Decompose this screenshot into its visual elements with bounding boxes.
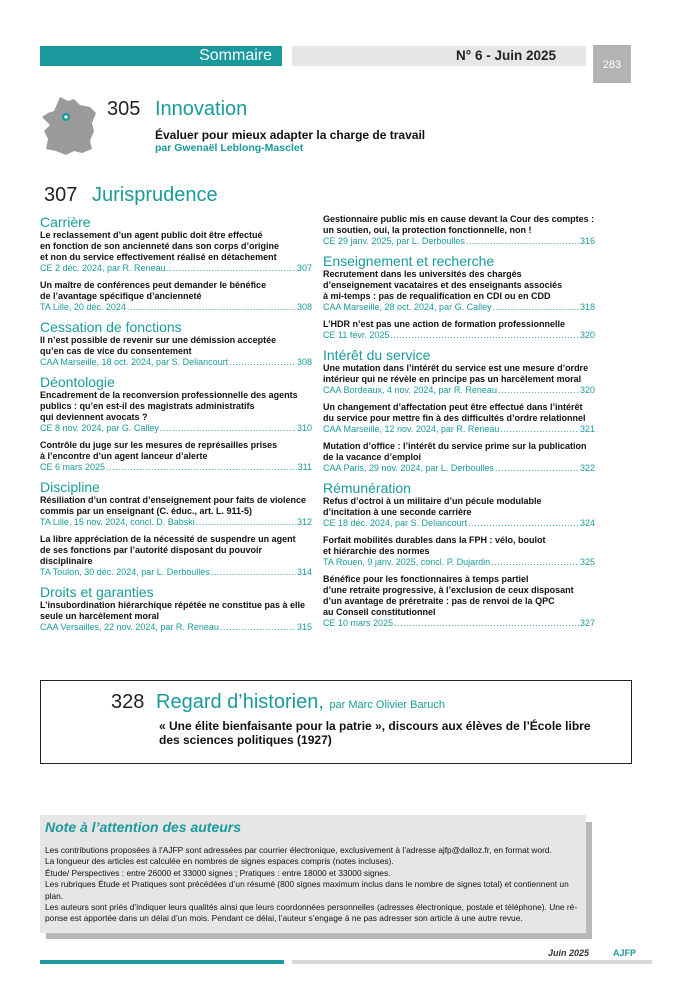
toc-entry-title bbox=[40, 335, 312, 357]
toc-entry-line: qui deviennent avocats ? bbox=[40, 412, 148, 422]
footer-date: Juin 2025 bbox=[548, 948, 590, 958]
toc-entry[interactable] bbox=[323, 441, 595, 474]
toc-entry-title bbox=[40, 534, 312, 567]
leader-dots bbox=[211, 567, 296, 578]
toc-entry-line: d’un avantage de préretraite : pas de renvoi de la QPC bbox=[323, 596, 555, 606]
historien-title bbox=[156, 691, 445, 714]
historien-title-text: Regard d’historien, bbox=[156, 691, 324, 713]
toc-entry-page: 315 bbox=[296, 622, 312, 632]
toc-entry[interactable] bbox=[40, 495, 312, 528]
toc-entry-citation: CAA Bordeaux, 4 nov. 2024, par R. Reneau bbox=[323, 385, 497, 395]
toc-entry[interactable] bbox=[40, 230, 312, 274]
toc-entry-title bbox=[40, 600, 312, 622]
issue-number: N° 6 - Juin 2025 bbox=[456, 48, 556, 63]
toc-entry-line: Gestionnaire public mis en cause devant la Cour des comptes : bbox=[323, 214, 595, 224]
toc-entry-line: commis par un enseignant (C. éduc., art. L. 911-5) bbox=[40, 506, 253, 516]
toc-entry-line: Encadrement de la reconversion professionnelle des agents bbox=[40, 390, 298, 400]
toc-entry-title bbox=[323, 574, 595, 618]
toc-entry-citation: CE 11 févr. 2025 bbox=[323, 330, 390, 340]
historien-page-ref: 328 bbox=[111, 691, 145, 713]
toc-entry-title bbox=[40, 440, 312, 462]
note-shadow bbox=[586, 822, 592, 939]
footer-brand: AJFP bbox=[613, 948, 637, 958]
toc-entry-citation: CAA Versailles, 22 nov. 2024, par R. Reneau bbox=[40, 622, 219, 632]
toc-entry[interactable] bbox=[40, 534, 312, 578]
toc-entry-citation: CAA Marseille, 12 nov. 2024, par R. Reneau bbox=[323, 424, 500, 434]
toc-section-title: Cessation de fonctions bbox=[40, 319, 182, 335]
footer-rule bbox=[292, 960, 652, 964]
toc-entry-page: 327 bbox=[579, 618, 595, 628]
jurisprudence-page-ref: 307 bbox=[44, 184, 78, 206]
leader-dots bbox=[196, 517, 296, 528]
toc-section-title: Déontologie bbox=[40, 374, 115, 390]
leader-dots bbox=[394, 618, 579, 629]
toc-entry[interactable] bbox=[40, 440, 312, 473]
toc-entry-citation: TA Rouen, 9 janv. 2025, concl. P. Dujardin bbox=[323, 557, 491, 567]
toc-entry-line: à mi-temps : pas de requalification en CDI ou en CDD bbox=[323, 291, 551, 301]
issue-bar bbox=[292, 46, 586, 66]
toc-entry-line: Un maître de conférences peut demander le bénéfice bbox=[40, 280, 267, 290]
toc-entry-page: 310 bbox=[296, 423, 312, 433]
historien-subtitle: « Une élite bienfaisante pour la patrie », discours aux élèves de l’École libre des sciences politiques (1927) bbox=[159, 719, 591, 747]
toc-entry-line: Le reclassement d’un agent public doit être effectué bbox=[40, 230, 263, 240]
toc-entry-line: un soutien, oui, la protection fonctionnelle, non ! bbox=[323, 225, 532, 235]
leader-dots bbox=[106, 462, 297, 473]
toc-section-title: Droits et garanties bbox=[40, 584, 154, 600]
toc-entry-citation: CE 6 mars 2025 bbox=[40, 462, 106, 472]
toc-entry-page: 312 bbox=[296, 517, 312, 527]
toc-entry-title bbox=[323, 535, 595, 557]
page-number-box bbox=[593, 45, 631, 83]
toc-entry[interactable] bbox=[323, 402, 595, 435]
toc-entry-page: 322 bbox=[579, 463, 595, 473]
toc-entry[interactable] bbox=[40, 390, 312, 434]
innovation-author: par Gwenaël Leblong-Masclet bbox=[155, 142, 304, 154]
toc-entry-line: d’une retraite progressive, à l’exclusion de ceux disposant bbox=[323, 585, 574, 595]
section-header-bar bbox=[40, 46, 282, 66]
toc-entry-ref bbox=[40, 263, 312, 274]
toc-entry-citation: CAA Marseille, 28 oct. 2024, par G. Calley bbox=[323, 302, 492, 312]
toc-entry-line: Résiliation d’un contrat d’enseignement pour faits de violence bbox=[40, 495, 307, 505]
leader-dots bbox=[390, 330, 579, 341]
toc-entry-citation: CE 8 nov. 2024, par G. Calley bbox=[40, 423, 159, 433]
toc-entry[interactable] bbox=[323, 574, 595, 629]
toc-entry-citation: TA Toulon, 30 déc. 2024, par L. Derboulles bbox=[40, 567, 210, 577]
toc-entry-line: qu’en cas de vice du consentement bbox=[40, 346, 192, 356]
innovation-title: Innovation bbox=[155, 98, 248, 120]
france-map-icon bbox=[40, 95, 98, 157]
toc-entry-page: 316 bbox=[579, 236, 595, 246]
toc-entry-ref bbox=[40, 622, 312, 633]
toc-entry-ref bbox=[323, 330, 595, 341]
toc-entry-line: Bénéfice pour les fonctionnaires à temps partiel bbox=[323, 574, 529, 584]
leader-dots bbox=[495, 463, 579, 474]
toc-entry-line: publics : qu’en est-il des magistrats administratifs bbox=[40, 401, 255, 411]
note-line: Étude/ Perspectives : entre 26000 et 33000 signes ; Pratiques : entre 18000 et 33000 signes. bbox=[45, 867, 391, 878]
toc-entry-citation: CE 18 déc. 2024, par S. Deliancourt bbox=[323, 518, 468, 528]
toc-entry-citation: CE 10 mars 2025 bbox=[323, 618, 394, 628]
toc-entry[interactable] bbox=[40, 280, 312, 313]
toc-entry-line: Contrôle du juge sur les mesures de représailles prises bbox=[40, 440, 278, 450]
toc-entry-ref bbox=[323, 557, 595, 568]
note-line: Les auteurs sont priés d’indiquer leurs qualités ainsi que leurs coordonnées personnelles (adresses électronique, postale et téléphone). Une ré- bbox=[45, 902, 578, 913]
toc-entry-line: disciplinaire bbox=[40, 556, 93, 566]
leader-dots bbox=[493, 302, 579, 313]
toc-left-column bbox=[40, 214, 312, 639]
toc-entry-page: 324 bbox=[579, 518, 595, 528]
toc-entry[interactable] bbox=[323, 496, 595, 529]
toc-section-title: Intérêt du service bbox=[323, 347, 431, 363]
jurisprudence-title: Jurisprudence bbox=[92, 184, 218, 206]
toc-entry-title bbox=[323, 269, 595, 302]
toc-entry-page: 320 bbox=[579, 385, 595, 395]
leader-dots bbox=[229, 357, 296, 368]
toc-entry[interactable] bbox=[40, 600, 312, 633]
toc-entry-line: en fonction de son ancienneté dans son corps d’origine bbox=[40, 241, 280, 251]
toc-entry-line: du service pour mettre fin à des difficultés d’ordre relationnel bbox=[323, 413, 586, 423]
note-body bbox=[45, 845, 585, 925]
toc-entry-title bbox=[323, 496, 595, 518]
toc-entry-page: 308 bbox=[296, 357, 312, 367]
toc-entry-title bbox=[323, 214, 595, 236]
note-line: Les contributions proposées à l’AJFP sont adressées par courrier électronique, exclusivement à l’adresse ajfp@dalloz.fr, en format word. bbox=[45, 845, 552, 855]
leader-dots bbox=[466, 236, 579, 247]
toc-entry-title bbox=[40, 390, 312, 423]
toc-entry-ref bbox=[40, 462, 312, 473]
leader-dots bbox=[468, 518, 579, 529]
historien-box bbox=[40, 680, 632, 764]
toc-entry-line: Refus d’octroi à un militaire d’un pécule modulable bbox=[323, 496, 542, 506]
toc-entry-line: Forfait mobilités durables dans la FPH : vélo, boulot bbox=[323, 535, 546, 545]
toc-entry-title bbox=[323, 319, 595, 330]
toc-entry-title bbox=[323, 402, 595, 424]
innovation-subtitle: Évaluer pour mieux adapter la charge de travail bbox=[155, 128, 426, 142]
toc-section-title: Rémunération bbox=[323, 480, 411, 496]
toc-entry-line: La libre appréciation de la nécessité de suspendre un agent bbox=[40, 534, 296, 544]
toc-entry-title bbox=[323, 441, 595, 463]
footer-rule-accent bbox=[40, 960, 284, 964]
toc-entry-line: Recrutement dans les universités des chargés bbox=[323, 269, 522, 279]
toc-entry-ref bbox=[323, 302, 595, 313]
toc-entry-line: au Conseil constitutionnel bbox=[323, 607, 436, 617]
toc-entry-line: à l’encontre d’un agent lanceur d’alerte bbox=[40, 451, 208, 461]
toc-entry-title bbox=[40, 230, 312, 263]
toc-entry-ref bbox=[323, 236, 595, 247]
toc-entry-title bbox=[323, 363, 595, 385]
toc-entry-line: Mutation d’office : l’intérêt du service prime sur la publication bbox=[323, 441, 587, 451]
toc-entry-line: seule un harcèlement moral bbox=[40, 611, 160, 621]
toc-entry-ref bbox=[40, 423, 312, 434]
toc-entry-line: de l’avantage spécifique d’ancienneté bbox=[40, 291, 202, 301]
toc-entry-title bbox=[40, 495, 312, 517]
section-title: Sommaire bbox=[199, 47, 272, 64]
toc-entry-line: d’incitation à une seconde carrière bbox=[323, 507, 472, 517]
page-number: 283 bbox=[602, 59, 622, 71]
note-line: ponse est apportée dans un délai d’un mois. Pendant ce délai, l’auteur s’engage à ne pas adresser son article à une autre revue. bbox=[45, 913, 523, 924]
toc-entry-citation: CE 2 déc. 2024, par R. Reneau bbox=[40, 263, 166, 273]
toc-entry-page: 307 bbox=[296, 263, 312, 273]
note-line: Les rubriques Étude et Pratiques sont précédées d’un résumé (800 signes maximum inclus dans le nombre de signes total) et contiennent un plan. bbox=[45, 879, 569, 901]
toc-entry-citation: TA Lille, 15 nov. 2024, concl. D. Babski bbox=[40, 517, 195, 527]
historien-author: par Marc Olivier Baruch bbox=[329, 699, 445, 711]
toc-entry-title bbox=[40, 280, 312, 302]
toc-entry-page: 308 bbox=[296, 302, 312, 312]
toc-entry-line: de la vacance d’emploi bbox=[323, 452, 422, 462]
toc-entry-line: et hiérarchie des normes bbox=[323, 546, 430, 556]
toc-section-title: Enseignement et recherche bbox=[323, 253, 495, 269]
toc-entry-citation: CE 29 janv. 2025, par L. Derboulles bbox=[323, 236, 465, 246]
note-shadow bbox=[46, 933, 592, 939]
toc-entry-ref bbox=[40, 517, 312, 528]
toc-entry[interactable] bbox=[323, 363, 595, 396]
toc-entry-line: Un changement d’affectation peut être effectué dans l’intérêt bbox=[323, 402, 583, 412]
toc-entry[interactable] bbox=[323, 214, 595, 247]
toc-section-title: Discipline bbox=[40, 479, 100, 495]
toc-entry-line: Il n’est possible de revenir sur une démission acceptée bbox=[40, 335, 277, 345]
toc-entry-page: 311 bbox=[297, 462, 312, 472]
toc-entry-citation: CAA Paris, 29 nov. 2024, par L. Derboulles bbox=[323, 463, 494, 473]
toc-entry-citation: TA Lille, 20 déc. 2024 bbox=[40, 302, 126, 312]
leader-dots bbox=[160, 423, 296, 434]
toc-entry-line: L’HDR n’est pas une action de formation professionnelle bbox=[323, 319, 566, 329]
leader-dots bbox=[167, 263, 296, 274]
note-box bbox=[40, 815, 586, 933]
toc-entry[interactable] bbox=[40, 335, 312, 368]
toc-entry-line: L’insubordination hiérarchique répétée ne constitue pas à elle bbox=[40, 600, 306, 610]
toc-entry-page: 320 bbox=[579, 330, 595, 340]
toc-entry-page: 321 bbox=[579, 424, 595, 434]
toc-entry[interactable] bbox=[323, 535, 595, 568]
leader-dots bbox=[491, 557, 579, 568]
toc-entry-ref bbox=[323, 463, 595, 474]
toc-entry-page: 314 bbox=[296, 567, 312, 577]
note-title: Note à l’attention des auteurs bbox=[45, 819, 242, 835]
leader-dots bbox=[127, 302, 296, 313]
toc-entry-ref bbox=[323, 424, 595, 435]
leader-dots bbox=[500, 424, 579, 435]
leader-dots bbox=[220, 622, 296, 633]
toc-entry-line: d’enseignement vacataires et des enseignants associés bbox=[323, 280, 563, 290]
toc-entry-ref bbox=[40, 302, 312, 313]
toc-entry-line: et non du service effectivement réalisé en détachement bbox=[40, 252, 277, 262]
toc-entry-line: Une mutation dans l’intérêt du service est une mesure d’ordre bbox=[323, 363, 589, 373]
toc-entry-page: 325 bbox=[579, 557, 595, 567]
toc-section-title: Carrière bbox=[40, 214, 91, 230]
toc-entry-line: intérieur qui ne révèle en principe pas un harcèlement moral bbox=[323, 374, 582, 384]
toc-entry-line: de ses fonctions par l’autorité disposant du pouvoir bbox=[40, 545, 263, 555]
toc-entry[interactable] bbox=[323, 319, 595, 341]
toc-entry-citation: CAA Marseille, 18 oct. 2024, par S. Deliancourt bbox=[40, 357, 229, 367]
toc-entry[interactable] bbox=[323, 269, 595, 313]
toc-right-column bbox=[323, 214, 595, 635]
leader-dots bbox=[498, 385, 579, 396]
innovation-page-ref: 305 bbox=[107, 98, 141, 120]
toc-entry-ref bbox=[40, 357, 312, 368]
toc-entry-ref bbox=[323, 385, 595, 396]
toc-entry-page: 318 bbox=[579, 302, 595, 312]
toc-entry-ref bbox=[323, 618, 595, 629]
toc-entry-ref bbox=[323, 518, 595, 529]
toc-entry-ref bbox=[40, 567, 312, 578]
note-line: La longueur des articles est calculée en nombres de signes espaces compris (notes incluses). bbox=[45, 856, 394, 867]
